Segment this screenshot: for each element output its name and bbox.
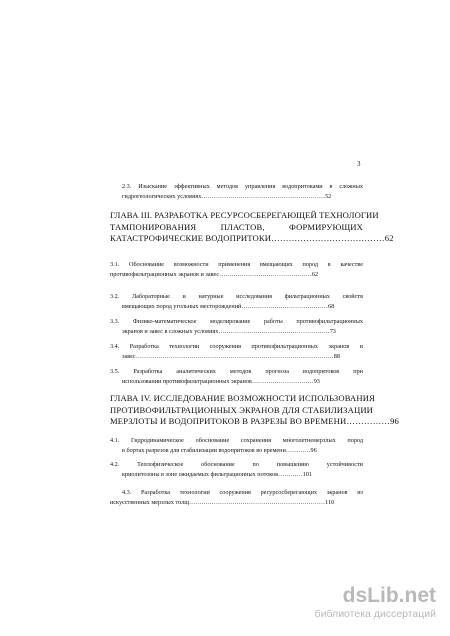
toc-entry-3-2 bbox=[110, 292, 363, 312]
toc-line: 3.5. Разработка аналитических методов прогноза водопритоков при bbox=[110, 368, 363, 375]
toc-line: вмещающих пород угольных месторождений……………………………………68 bbox=[122, 303, 335, 310]
toc-line: 3.1. Обоснование возможности применения вмещающих пород в качестве bbox=[110, 261, 363, 268]
toc-entry-4-2 bbox=[110, 460, 363, 480]
page-number: 3 bbox=[357, 160, 361, 168]
toc-line: ГЛАВА IV. ИССЛЕДОВАНИЕ ВОЗМОЖНОСТИ ИСПОЛЬЗОВАНИЯ bbox=[110, 393, 376, 403]
toc-line: в бортах разрезов для стабилизации водопритоков во времени…………96 bbox=[122, 447, 317, 454]
toc-line: 3.2. Лабораторные и натурные исследования фильтрационных свойств bbox=[110, 293, 363, 300]
toc-entry-3-5 bbox=[110, 367, 363, 387]
toc-line: искусственных мерзлых толщ…………………………………………………………110 bbox=[110, 499, 335, 506]
toc-line: ГЛАВА III. РАЗРАБОТКА РЕСУРСОСБЕРЕГАЮЩЕЙ ТЕХНОЛОГИИ bbox=[110, 210, 379, 220]
toc-entry-2-3 bbox=[110, 182, 363, 202]
toc-line: ТАМПОНИРОВАНИЯ ПЛАСТОВ, ФОРМИРУЮЩИХ bbox=[110, 221, 363, 232]
toc-line: противофильтрационных экранов и завес………………………………………62 bbox=[110, 271, 319, 278]
toc-entry-3-1 bbox=[110, 260, 363, 280]
toc-line: 3.4. Разработка технологии сооружения противофильтрационных экранов и bbox=[110, 343, 363, 350]
watermark-subtitle: библиотека диссертаций bbox=[314, 608, 436, 620]
toc-line: завес……………………………………………………………………………………88 bbox=[122, 353, 340, 360]
toc-entry-4-3 bbox=[110, 488, 363, 508]
toc-line: экранов и завес в сложных условиях………………………………………………73 bbox=[122, 328, 336, 335]
toc-line: 4.3. Разработка технологии сооружения ресурсосберегающих экранов из bbox=[122, 489, 363, 496]
toc-line: гидрогеологических условиях……………………………………………………52 bbox=[122, 193, 332, 200]
toc-line: использовании противофильтрационных экранов…………………………93 bbox=[122, 378, 320, 385]
toc-entry-3-4 bbox=[110, 342, 363, 362]
toc-line: КАТАСТРОФИЧЕСКИЕ ВОДОПРИТОКИ…………………………………62 bbox=[110, 233, 394, 243]
toc-chapter-4 bbox=[110, 393, 400, 428]
toc-line: 4.1. Гидродинамическое обоснование сохранения многолетнемерзлых пород bbox=[110, 437, 363, 444]
toc-chapter-3 bbox=[110, 210, 394, 245]
toc-entry-4-1 bbox=[110, 436, 363, 456]
toc-line: ПРОТИВОФИЛЬТРАЦИОННЫХ ЭКРАНОВ ДЛЯ СТАБИЛИЗАЦИИ bbox=[110, 404, 374, 415]
toc-line: МЕРЗЛОТЫ И ВОДОПРИТОКОВ В РАЗРЕЗЫ ВО ВРЕМЕНИ……………96 bbox=[110, 416, 400, 426]
toc-entry-3-3 bbox=[110, 317, 363, 337]
watermark-logo: dsLib.net bbox=[342, 584, 436, 607]
toc-line: криолитозоны в зоне ожидаемых фильтрационных потоков…………101 bbox=[122, 471, 313, 478]
toc-line: 2.3. Изыскание эффективных методов управления водопритоками в сложных bbox=[122, 183, 363, 190]
toc-line: 3.3. Физико-математическое моделирование работы противофильтрационных bbox=[110, 318, 363, 325]
toc-line: 4.2. Теплофизическое обоснование по повышению устойчивости bbox=[110, 461, 363, 468]
watermark bbox=[315, 585, 436, 621]
